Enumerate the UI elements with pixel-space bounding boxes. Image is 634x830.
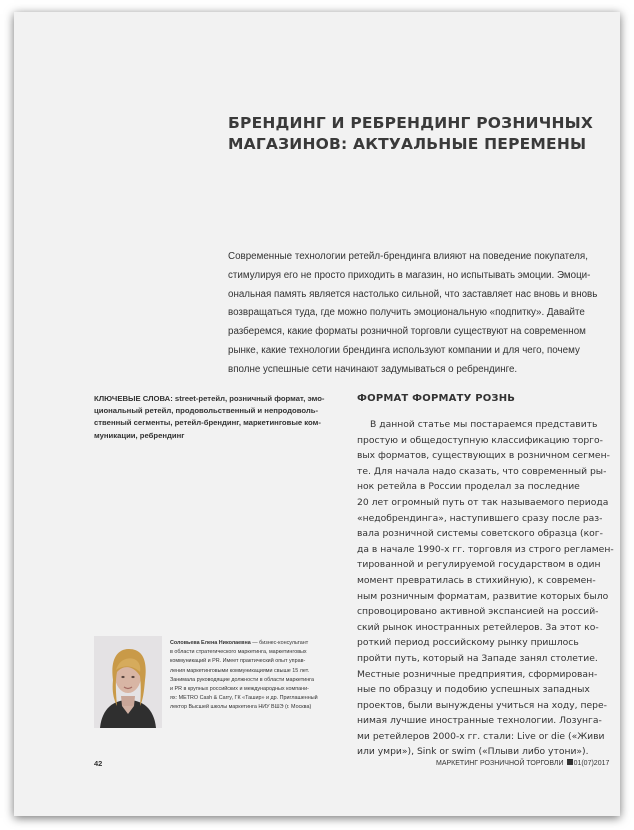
- body-line: роткий период российскому рынку пришлось: [357, 637, 579, 649]
- section-heading: ФОРМАТ ФОРМАТУ РОЗНЬ: [357, 393, 516, 404]
- body-line: В данной статье мы постараемся представить: [370, 419, 598, 430]
- body-line: тированной и регулируемой государством в один: [357, 559, 601, 571]
- article-lead: [228, 248, 598, 380]
- author-name: Соловьева Елена Николаевна: [170, 640, 251, 646]
- article-title: [228, 113, 598, 155]
- lead-line: разберемся, какие форматы розничной торговли существуют на современном: [228, 326, 586, 338]
- issue-number: 01(07)2017: [573, 760, 610, 767]
- body-line: спровоцировано активной экспансией на россий-: [357, 606, 599, 618]
- author-photo: [94, 636, 162, 728]
- author-bio-line: ления маркетинговыми коммуникациями свыше 15 лет.: [170, 667, 310, 674]
- body-line: вых форматов, существующих в розничном сегмен-: [357, 450, 610, 462]
- body-line: да в начале 1990-х гг. торговля из строго регламен-: [357, 543, 614, 555]
- title-line: БРЕНДИНГ И РЕБРЕНДИНГ РОЗНИЧНЫХ: [228, 114, 594, 132]
- body-line: «недобрендинга», наступившего сразу после раз-: [357, 512, 603, 524]
- lead-line: рынке, какие технологии брендинга используют компании и для чего, почему: [228, 344, 580, 356]
- lead-line: ональная память является настолько сильной, что заставляет нас вновь и вновь: [228, 288, 598, 300]
- body-line: ми ретейлеров 2000-х гг. стали: Live or die («Живи: [357, 730, 605, 742]
- body-line: вала розничной системы советского образца (ког-: [357, 528, 603, 540]
- author-portrait-image: [94, 636, 162, 728]
- page-number: 42: [94, 759, 103, 768]
- author-bio-text: — бизнес-консультант: [250, 640, 309, 646]
- lead-line: стимулируя его не просто приходить в магазин, но испытывать эмоции. Эмоци-: [228, 269, 591, 281]
- magazine-name: МАРКЕТИНГ РОЗНИЧНОЙ ТОРГОВЛИ: [436, 760, 564, 767]
- body-line: ский рынок иностранных ретейлеров. За этот ко-: [357, 621, 599, 633]
- body-line: нок ретейла в России проделал за последние: [357, 481, 580, 493]
- body-line: ные по образцу и подобию успешных западных: [357, 684, 590, 696]
- lead-line: возвращаться туда, где можно получить эмоциональную «подпитку». Давайте: [228, 307, 585, 319]
- lead-line: вполне успешные сети начинают задумываться о ребрендинге.: [228, 363, 518, 375]
- keywords: [94, 393, 326, 442]
- keywords-line: муникации, ребрендинг: [94, 430, 185, 440]
- body-line: 20 лет огромный путь от так называемого периода: [357, 496, 609, 508]
- body-line: те. Для начала надо сказать, что современный ры-: [357, 465, 607, 477]
- author-bio-line: и PR в крупных российских и международных компани-: [170, 686, 309, 693]
- running-footer: [436, 759, 609, 767]
- body-line: момент превратилась в стихийную), к современ-: [357, 574, 596, 586]
- body-line: ным розничным форматам, развитие которых было: [357, 590, 609, 602]
- author-bio-line: Занимала руководящие должности в области маркетинга: [170, 676, 315, 683]
- author-bio-line: [170, 639, 350, 648]
- author-bio: [170, 639, 350, 713]
- keywords-line: КЛЮЧЕВЫЕ СЛОВА: street-ретейл, розничный формат, эмо-: [94, 394, 325, 403]
- body-line: Местные розничные предприятия, сформирован-: [357, 668, 598, 680]
- author-bio-line: ях: METRO Cash & Carry, ГК «Ташир» и др. Приглашенный: [170, 695, 318, 702]
- keywords-line: циональный ретейл, продовольственный и непродоволь-: [94, 406, 319, 416]
- title-line: МАГАЗИНОВ: АКТУАЛЬНЫЕ ПЕРЕМЕНЫ: [228, 135, 587, 153]
- article-body: [357, 417, 614, 760]
- body-line: пройти путь, который на Западе занял столетие.: [357, 652, 598, 664]
- body-line: проектов, были вынуждены учиться на ходу, пере-: [357, 699, 607, 711]
- author-bio-line: в области стратегического маркетинга, маркетинговых: [170, 649, 307, 656]
- body-line: или умри»), Sink or swim («Плыви либо утони»).: [357, 746, 589, 758]
- lead-line: Современные технологии ретейл-брендинга влияют на поведение покупателя,: [228, 251, 588, 262]
- author-bio-line: коммуникаций и PR. Имеет практический опыт управ-: [170, 658, 306, 665]
- magazine-page: [14, 12, 620, 816]
- keywords-line: ственный сегменты, ретейл-брендинг, маркетинговые ком-: [94, 418, 321, 428]
- body-line: нимая лучшие иностранные технологии. Лозунга-: [357, 715, 602, 727]
- body-line: простую и общедоступную классификацию торго-: [357, 434, 603, 446]
- author-bio-line: лектор Высшей школы маркетинга НИУ ВШЭ (г. Москва): [170, 704, 312, 711]
- square-bullet-icon: [567, 759, 573, 765]
